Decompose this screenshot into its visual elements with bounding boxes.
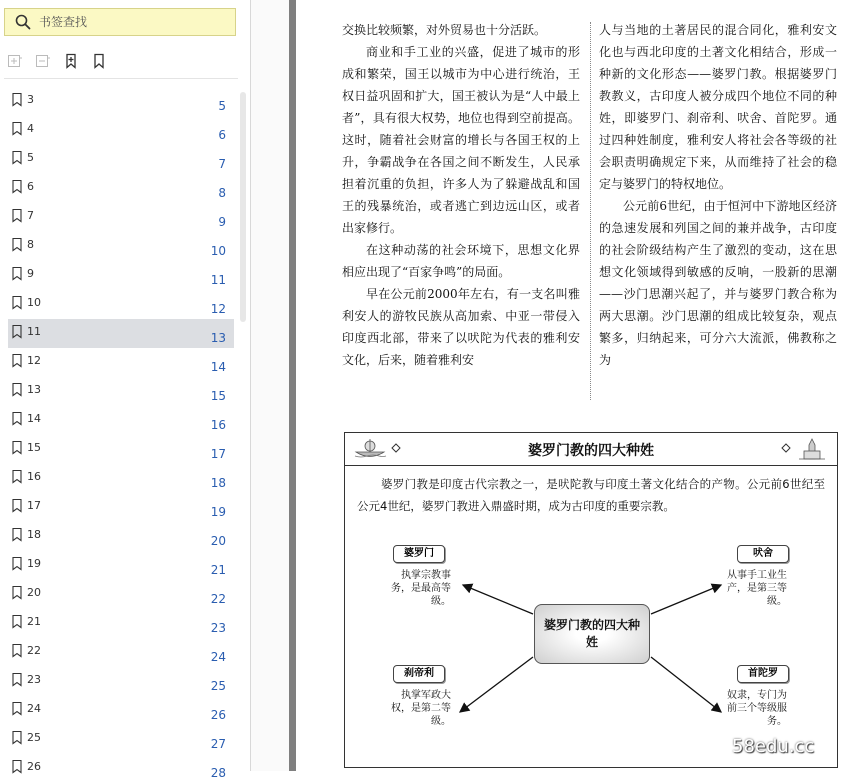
bookmark-row-bg <box>8 116 234 145</box>
bookmark-page-number: 5 <box>218 99 226 113</box>
bookmark-label: 22 <box>27 644 41 657</box>
bookmark-label: 12 <box>27 354 41 367</box>
bookmark-row-bg <box>8 667 234 696</box>
bookmark-row-bg <box>8 696 234 725</box>
bookmark-item[interactable] <box>0 348 236 377</box>
bookmark-page-number: 26 <box>210 708 226 722</box>
bookmark-label: 10 <box>27 296 41 309</box>
bookmark-label: 4 <box>27 122 34 135</box>
bookmark-icon <box>12 238 22 251</box>
figure-title-bar <box>345 433 837 466</box>
bookmark-icon <box>12 731 22 744</box>
bookmark-icon <box>12 209 22 222</box>
bookmark-label: 21 <box>27 615 41 628</box>
bookmark-icon <box>12 296 22 309</box>
bookmark-search-box[interactable] <box>4 8 236 36</box>
figure-intro: 婆罗门教是印度古代宗教之一，是吠陀教与印度土著文化结合的产物。公元前6世纪至公元4世纪，婆罗门教进入鼎盛时期，成为古印度的重要宗教。 <box>357 477 825 513</box>
bookmark-icon <box>12 760 22 773</box>
center-box: 婆罗门教的四大种姓 <box>534 604 650 664</box>
bookmark-icon <box>12 586 22 599</box>
bookmark-row-bg <box>8 348 234 377</box>
bookmark-label: 8 <box>27 238 34 251</box>
expand-all-button[interactable] <box>4 50 26 72</box>
bookmark-label: 13 <box>27 383 41 396</box>
column-separator <box>590 22 591 400</box>
bookmark-icon <box>12 441 22 454</box>
bookmark-label: 18 <box>27 528 41 541</box>
document-page <box>296 0 844 771</box>
bookmark-label: 19 <box>27 557 41 570</box>
caste-label-brahmin: 婆罗门 <box>393 545 445 563</box>
bookmark-page-number: 8 <box>218 186 226 200</box>
caste-diagram <box>345 529 839 769</box>
bookmark-page-number: 6 <box>218 128 226 142</box>
bookmark-item[interactable] <box>0 551 236 580</box>
bookmark-page-number: 10 <box>210 244 226 258</box>
bookmark-item[interactable] <box>0 754 236 783</box>
bookmark-row-bg <box>8 551 234 580</box>
bookmark-page-number: 7 <box>218 157 226 171</box>
bookmark-item[interactable] <box>0 232 236 261</box>
bookmark-item[interactable] <box>0 493 236 522</box>
bookmark-row-bg <box>8 522 234 551</box>
bookmark-row-bg <box>8 464 234 493</box>
bookmark-page-number: 19 <box>210 505 226 519</box>
bookmark-label: 24 <box>27 702 41 715</box>
temple-ornament-icon <box>795 437 829 461</box>
bookmark-row-bg <box>8 174 234 203</box>
bookmark-item[interactable] <box>0 290 236 319</box>
caste-desc-vaishya: 从事手工业生产，是第三等级。 <box>727 570 787 607</box>
caste-figure <box>344 432 838 768</box>
caste-desc-kshatriya: 执掌军政大权，是第二等级。 <box>391 690 451 727</box>
bookmark-page-number: 28 <box>210 766 226 780</box>
bookmark-label: 11 <box>27 325 41 338</box>
bookmark-icon <box>12 702 22 715</box>
bookmark-item[interactable] <box>0 319 236 348</box>
bookmark-item[interactable] <box>0 377 236 406</box>
diamond-ornament-icon <box>782 444 790 452</box>
arrow-to-brahmin <box>463 585 533 614</box>
bookmark-row-bg <box>8 493 234 522</box>
bookmark-row-bg <box>8 377 234 406</box>
bookmark-item[interactable] <box>0 696 236 725</box>
bookmark-row-bg <box>8 754 234 783</box>
bookmark-icon <box>12 93 22 106</box>
document-viewer <box>251 0 844 771</box>
paragraph: 在这种动荡的社会环境下，思想文化界相应出现了“百家争鸣”的局面。 <box>342 243 580 279</box>
bookmark-row-bg <box>8 232 234 261</box>
previous-page-edge <box>251 0 289 771</box>
sidebar-scrollbar[interactable] <box>240 92 246 322</box>
bookmark-label: 23 <box>27 673 41 686</box>
bookmark-row-bg <box>8 725 234 754</box>
bookmark-label: 7 <box>27 209 34 222</box>
bookmark-item[interactable] <box>0 406 236 435</box>
bookmark-row-bg <box>8 406 234 435</box>
bookmark-icon <box>12 470 22 483</box>
bookmark-item[interactable] <box>0 145 236 174</box>
arrow-to-shudra <box>651 657 721 712</box>
bookmark-page-number: 24 <box>210 650 226 664</box>
add-bookmark-button[interactable] <box>60 50 82 72</box>
bookmark-page-number: 27 <box>210 737 226 751</box>
bookmark-item[interactable] <box>0 203 236 232</box>
bookmark-label: 9 <box>27 267 34 280</box>
bookmark-row-bg <box>8 609 234 638</box>
bookmark-label: 14 <box>27 412 41 425</box>
caste-label-vaishya: 吠舍 <box>737 545 789 563</box>
add-bookmark-icon <box>63 53 79 69</box>
caste-desc-brahmin: 执掌宗教事务，是最高等级。 <box>391 570 451 607</box>
bookmark-list <box>0 87 236 783</box>
bookmark-item[interactable] <box>0 174 236 203</box>
bookmark-icon <box>12 180 22 193</box>
sidebar-divider <box>4 78 238 79</box>
bookmark-page-number: 16 <box>210 418 226 432</box>
expand-all-icon <box>7 53 23 69</box>
arrow-to-vaishya <box>651 585 721 614</box>
bookmark-icon <box>12 557 22 570</box>
bookmark-page-number: 25 <box>210 679 226 693</box>
figure-title: 婆罗门教的四大种姓 <box>528 443 654 459</box>
bookmark-button[interactable] <box>88 50 110 72</box>
bookmark-label: 26 <box>27 760 41 773</box>
bookmark-icon <box>12 325 22 338</box>
collapse-all-icon <box>35 53 51 69</box>
text-column-left <box>342 19 580 371</box>
bookmark-item[interactable] <box>0 435 236 464</box>
bookmark-row-bg <box>8 290 234 319</box>
bookmark-item[interactable] <box>0 725 236 754</box>
bookmark-icon <box>12 673 22 686</box>
paragraph: 交换比较频繁，对外贸易也十分活跃。 <box>342 23 547 37</box>
search-icon <box>15 14 31 30</box>
bookmark-icon <box>12 383 22 396</box>
bookmark-row-bg <box>8 319 234 348</box>
paragraph: 公元前6世纪，由于恒河中下游地区经济的急速发展和列国之间的兼并战争，古印度的社会阶级结构产生了激烈的变动，这在思想文化领域得到敏感的反响，一股新的思潮——沙门思潮兴起了，并与婆罗门教合称为两大思潮。沙门思潮的组成比较复杂，观点繁多，归纳起来，可分六大流派，佛教称之为 <box>599 199 837 367</box>
bookmark-row-bg <box>8 145 234 174</box>
bookmark-row-bg <box>8 638 234 667</box>
bookmark-row-bg <box>8 87 234 116</box>
bookmark-icon <box>12 615 22 628</box>
paragraph: 商业和手工业的兴盛，促进了城市的形成和繁荣，国王以城市为中心进行统治，王权日益巩固和扩大，国王被认为是“人中最上者”，具有很大权势，地位也得到空前提高。这时，随着社会财富的增长与各国王权的上升，争霸战争在各国之间不断发生，人民承担着沉重的负担，许多人为了躲避战乱和国王的残暴统治，或者逃亡到边远山区，或者出家修行。 <box>342 45 580 235</box>
paragraph: 人与当地的土著居民的混合同化，雅利安文化也与西北印度的土著文化相结合，形成一种新的文化形态——婆罗门教。根据婆罗门教教义，古印度人被分成四个地位不同的种姓，即婆罗门、刹帝利、吠舍、首陀罗。通过四种姓制度，雅利安人将社会各等级的社会职责明确规定下来，从而维持了社会的稳定与婆罗门的特权地位。 <box>599 23 837 191</box>
bookmark-label: 16 <box>27 470 41 483</box>
bookmark-toolbar <box>4 50 110 72</box>
caste-desc-shudra: 奴隶，专门为前三个等级服务。 <box>727 690 787 727</box>
bookmark-label: 6 <box>27 180 34 193</box>
bookmark-item[interactable] <box>0 464 236 493</box>
bookmark-page-number: 18 <box>210 476 226 490</box>
bookmark-item[interactable] <box>0 638 236 667</box>
bookmark-page-number: 22 <box>210 592 226 606</box>
bookmark-label: 3 <box>27 93 34 106</box>
bookmark-page-number: 20 <box>210 534 226 548</box>
bookmark-page-number: 17 <box>210 447 226 461</box>
bookmark-item[interactable] <box>0 609 236 638</box>
bookmark-icon <box>12 267 22 280</box>
bookmark-page-number: 9 <box>218 215 226 229</box>
bookmark-icon <box>12 354 22 367</box>
bookmark-icon <box>12 644 22 657</box>
bookmark-item[interactable] <box>0 116 236 145</box>
bookmark-label: 5 <box>27 151 34 164</box>
bookmark-row-bg <box>8 435 234 464</box>
collapse-all-button[interactable] <box>32 50 54 72</box>
bookmark-label: 20 <box>27 586 41 599</box>
bookmark-row-bg <box>8 580 234 609</box>
bookmark-page-number: 23 <box>210 621 226 635</box>
bookmark-icon <box>12 499 22 512</box>
bookmark-item[interactable] <box>0 87 236 116</box>
bookmark-icon <box>12 412 22 425</box>
bookmark-icon <box>12 528 22 541</box>
bookmark-icon <box>12 122 22 135</box>
bookmark-icon <box>12 151 22 164</box>
bookmark-label: 25 <box>27 731 41 744</box>
bookmark-label: 15 <box>27 441 41 454</box>
bookmark-item[interactable] <box>0 667 236 696</box>
text-column-right <box>599 19 837 371</box>
bookmark-page-number: 14 <box>210 360 226 374</box>
paragraph: 早在公元前2000年左右，有一支名叫雅利安人的游牧民族从高加索、中亚一带侵入印度西北部，带来了以吠陀为代表的雅利安文化，后来，随着雅利安 <box>342 287 580 367</box>
bookmark-icon <box>91 53 107 69</box>
bookmark-page-number: 15 <box>210 389 226 403</box>
bookmark-page-number: 21 <box>210 563 226 577</box>
bookmark-item[interactable] <box>0 580 236 609</box>
bookmark-search-input[interactable] <box>39 15 219 29</box>
bookmark-item[interactable] <box>0 522 236 551</box>
bookmark-page-number: 11 <box>210 273 226 287</box>
watermark: 58edu.cc <box>732 736 815 757</box>
bookmark-page-number: 12 <box>210 302 226 316</box>
caste-label-kshatriya: 刹帝利 <box>393 665 445 683</box>
bookmark-row-bg <box>8 261 234 290</box>
bookmark-row-bg <box>8 203 234 232</box>
arrow-to-kshatriya <box>460 657 533 712</box>
bookmark-item[interactable] <box>0 261 236 290</box>
bookmark-page-number: 13 <box>210 331 226 345</box>
caste-label-shudra: 首陀罗 <box>737 665 789 683</box>
bookmark-label: 17 <box>27 499 41 512</box>
bookmark-sidebar <box>0 0 251 780</box>
